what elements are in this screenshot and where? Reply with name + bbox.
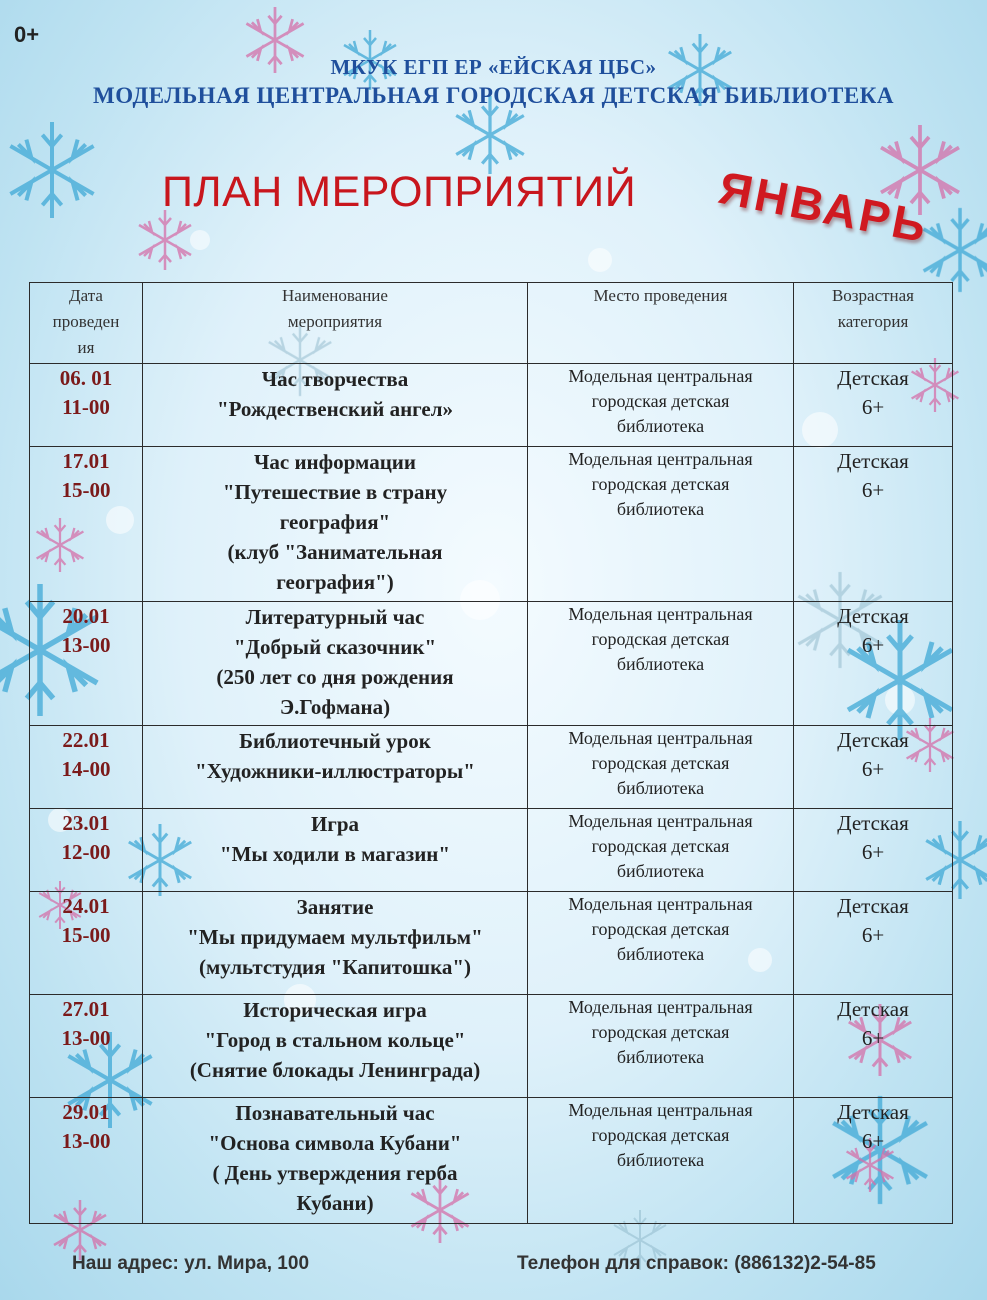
event-name: Литературный час "Добрый сказочник" (250 лет со дня рождения Э.Гофмана) (143, 602, 528, 726)
events-table (29, 282, 953, 1224)
table-row (30, 602, 953, 726)
event-place: Модельная центральная городская детская библиотека (528, 602, 794, 726)
table-row (30, 726, 953, 809)
event-date: 27.01 13-00 (30, 995, 143, 1098)
header-date: Дата проведен ия (30, 283, 143, 364)
event-place: Модельная центральная городская детская библиотека (528, 1098, 794, 1224)
event-age: Детская 6+ (794, 447, 953, 602)
event-date: 17.01 15-00 (30, 447, 143, 602)
event-age: Детская 6+ (794, 809, 953, 892)
age-rating-badge: 0+ (14, 22, 40, 47)
table-row (30, 809, 953, 892)
organization-name: МКУК ЕГП ЕР «ЕЙСКАЯ ЦБС» (330, 55, 657, 79)
event-name: Познавательный час "Основа символа Кубани" ( День утверждения герба Кубани) (143, 1098, 528, 1224)
header-age: Возрастная категория (794, 283, 953, 364)
event-name: Историческая игра "Город в стальном кольце" (Снятие блокады Ленинграда) (143, 995, 528, 1098)
footer-phone: Телефон для справок: (886132)2-54-85 (517, 1253, 876, 1274)
event-name: Игра "Мы ходили в магазин" (143, 809, 528, 892)
event-date: 23.01 12-00 (30, 809, 143, 892)
event-date: 24.01 15-00 (30, 892, 143, 995)
event-age: Детская 6+ (794, 364, 953, 447)
event-age: Детская 6+ (794, 1098, 953, 1224)
header-name: Наименование мероприятия (143, 283, 528, 364)
plan-title: ПЛАН МЕРОПРИЯТИЙ (162, 168, 637, 216)
event-name: Занятие "Мы придумаем мультфильм" (мультстудия "Капитошка") (143, 892, 528, 995)
event-name: Час творчества "Рождественский ангел» (143, 364, 528, 447)
event-age: Детская 6+ (794, 892, 953, 995)
event-place: Модельная центральная городская детская библиотека (528, 726, 794, 809)
event-date: 29.01 13-00 (30, 1098, 143, 1224)
event-place: Модельная центральная городская детская библиотека (528, 364, 794, 447)
table-row (30, 892, 953, 995)
library-name: МОДЕЛЬНАЯ ЦЕНТРАЛЬНАЯ ГОРОДСКАЯ ДЕТСКАЯ БИБЛИОТЕКА (93, 83, 894, 108)
table-row (30, 995, 953, 1098)
event-place: Модельная центральная городская детская библиотека (528, 892, 794, 995)
table-row (30, 364, 953, 447)
footer-address: Наш адрес: ул. Мира, 100 (72, 1253, 310, 1274)
event-place: Модельная центральная городская детская библиотека (528, 447, 794, 602)
event-age: Детская 6+ (794, 995, 953, 1098)
table-row (30, 447, 953, 602)
event-place: Модельная центральная городская детская библиотека (528, 995, 794, 1098)
month-title: ЯНВАРЬ (714, 160, 934, 253)
event-name: Час информации "Путешествие в страну география" (клуб "Занимательная география") (143, 447, 528, 602)
event-date: 20.01 13-00 (30, 602, 143, 726)
header-place: Место проведения (528, 283, 794, 364)
event-age: Детская 6+ (794, 602, 953, 726)
table-row (30, 1098, 953, 1224)
event-date: 22.01 14-00 (30, 726, 143, 809)
event-date: 06. 01 11-00 (30, 364, 143, 447)
table-header-row (30, 283, 953, 364)
event-name: Библиотечный урок "Художники-иллюстраторы" (143, 726, 528, 809)
event-age: Детская 6+ (794, 726, 953, 809)
event-place: Модельная центральная городская детская библиотека (528, 809, 794, 892)
